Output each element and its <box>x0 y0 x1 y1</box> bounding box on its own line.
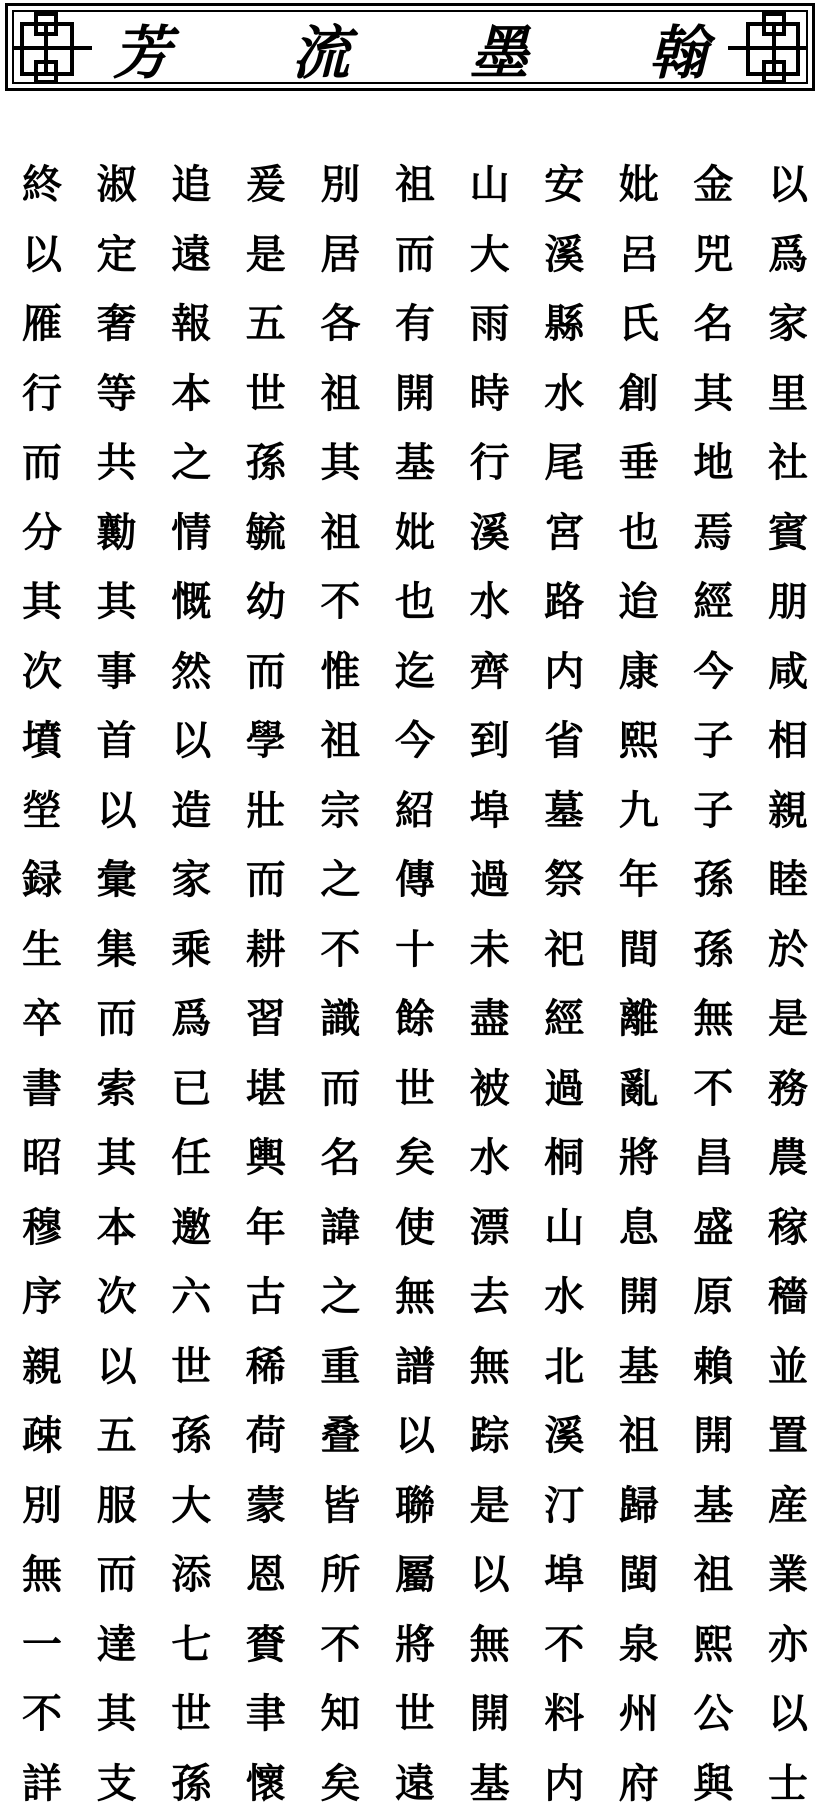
text-char: 無 <box>691 984 735 1054</box>
text-char: 堪 <box>244 1054 288 1124</box>
text-char: 遠 <box>169 220 213 290</box>
text-char: 尾 <box>542 428 586 498</box>
text-char: 之 <box>169 428 213 498</box>
text-char: 不 <box>318 915 362 985</box>
text-char: 學 <box>244 706 288 776</box>
text-char: 離 <box>617 984 661 1054</box>
text-char: 無 <box>468 1610 512 1680</box>
text-char: 相 <box>766 706 810 776</box>
text-char: 孫 <box>691 915 735 985</box>
text-char: 府 <box>617 1749 661 1818</box>
text-char: 是 <box>766 984 810 1054</box>
text-char: 追 <box>169 150 213 220</box>
text-char: 盛 <box>691 1193 735 1263</box>
text-char: 水 <box>542 1262 586 1332</box>
text-char: 塋 <box>20 776 64 846</box>
text-char: 習 <box>244 984 288 1054</box>
text-char: 以 <box>169 706 213 776</box>
text-char: 懷 <box>244 1749 288 1818</box>
text-char: 也 <box>393 567 437 637</box>
text-char: 奢 <box>95 289 139 359</box>
text-char: 恩 <box>244 1540 288 1610</box>
text-char: 不 <box>542 1610 586 1680</box>
title-char: 流 <box>288 20 354 86</box>
title-char: 翰 <box>645 20 711 86</box>
text-char: 壯 <box>244 776 288 846</box>
text-char: 耕 <box>244 915 288 985</box>
text-char: 康 <box>617 637 661 707</box>
text-char: 遠 <box>393 1749 437 1818</box>
text-char: 無 <box>468 1332 512 1402</box>
text-char: 孫 <box>244 428 288 498</box>
text-char: 原 <box>691 1262 735 1332</box>
text-char: 支 <box>95 1749 139 1818</box>
text-char: 五 <box>95 1401 139 1471</box>
text-char: 孫 <box>169 1401 213 1471</box>
text-char: 幼 <box>244 567 288 637</box>
text-char: 祖 <box>393 150 437 220</box>
text-char: 溪 <box>542 220 586 290</box>
text-char: 世 <box>393 1054 437 1124</box>
text-column <box>542 150 586 1818</box>
text-char: 息 <box>617 1193 661 1263</box>
text-char: 等 <box>95 359 139 429</box>
text-char: 而 <box>393 220 437 290</box>
text-char: 孫 <box>691 845 735 915</box>
text-char: 重 <box>318 1332 362 1402</box>
text-char: 到 <box>468 706 512 776</box>
text-char: 家 <box>766 289 810 359</box>
text-char: 社 <box>766 428 810 498</box>
text-char: 安 <box>542 150 586 220</box>
text-char: 聿 <box>244 1679 288 1749</box>
text-char: 爲 <box>169 984 213 1054</box>
text-char: 以 <box>468 1540 512 1610</box>
text-char: 穡 <box>766 1262 810 1332</box>
title-char: 墨 <box>466 20 532 86</box>
text-char: 不 <box>20 1679 64 1749</box>
text-char: 基 <box>468 1749 512 1818</box>
text-char: 世 <box>393 1679 437 1749</box>
text-char: 傳 <box>393 845 437 915</box>
text-char: 桐 <box>542 1123 586 1193</box>
text-char: 將 <box>617 1123 661 1193</box>
text-char: 卒 <box>20 984 64 1054</box>
text-char: 十 <box>393 915 437 985</box>
text-char: 雨 <box>468 289 512 359</box>
text-char: 開 <box>468 1679 512 1749</box>
text-char: 無 <box>20 1540 64 1610</box>
text-char: 經 <box>542 984 586 1054</box>
text-char: 熙 <box>691 1610 735 1680</box>
text-char: 六 <box>169 1262 213 1332</box>
text-char: 知 <box>318 1679 362 1749</box>
text-char: 皆 <box>318 1471 362 1541</box>
text-char: 淑 <box>95 150 139 220</box>
text-char: 本 <box>169 359 213 429</box>
text-char: 乘 <box>169 915 213 985</box>
text-char: 家 <box>169 845 213 915</box>
text-char: 里 <box>766 359 810 429</box>
text-char: 以 <box>766 1679 810 1749</box>
text-char: 索 <box>95 1054 139 1124</box>
text-char: 睦 <box>766 845 810 915</box>
text-char: 今 <box>691 637 735 707</box>
text-char: 兕 <box>691 220 735 290</box>
text-char: 置 <box>766 1401 810 1471</box>
text-char: 祖 <box>318 359 362 429</box>
text-char: 於 <box>766 915 810 985</box>
text-column <box>169 150 213 1818</box>
text-char: 矣 <box>318 1749 362 1818</box>
text-char: 垂 <box>617 428 661 498</box>
text-column <box>617 150 661 1818</box>
text-char: 亦 <box>766 1610 810 1680</box>
text-column <box>244 150 288 1818</box>
text-char: 州 <box>617 1679 661 1749</box>
text-char: 大 <box>468 220 512 290</box>
text-char: 祖 <box>617 1401 661 1471</box>
text-char: 任 <box>169 1123 213 1193</box>
text-char: 祀 <box>542 915 586 985</box>
text-char: 内 <box>542 637 586 707</box>
text-char: 賚 <box>244 1610 288 1680</box>
text-char: 無 <box>393 1262 437 1332</box>
banner-inner-border <box>12 10 808 84</box>
text-char: 世 <box>169 1332 213 1402</box>
text-char: 也 <box>617 498 661 568</box>
text-char: 妣 <box>393 498 437 568</box>
text-char: 經 <box>691 567 735 637</box>
text-char: 踪 <box>468 1401 512 1471</box>
text-char: 昭 <box>20 1123 64 1193</box>
text-char: 過 <box>542 1054 586 1124</box>
text-char: 子 <box>691 706 735 776</box>
text-char: 其 <box>20 567 64 637</box>
text-char: 邀 <box>169 1193 213 1263</box>
text-char: 別 <box>318 150 362 220</box>
text-char: 山 <box>542 1193 586 1263</box>
title-banner <box>5 3 815 91</box>
text-char: 服 <box>95 1471 139 1541</box>
text-char: 序 <box>20 1262 64 1332</box>
text-char: 分 <box>20 498 64 568</box>
text-char: 屬 <box>393 1540 437 1610</box>
text-char: 情 <box>169 498 213 568</box>
text-column <box>20 150 64 1818</box>
text-char: 漂 <box>468 1193 512 1263</box>
text-char: 彙 <box>95 845 139 915</box>
text-char: 居 <box>318 220 362 290</box>
text-char: 毓 <box>244 498 288 568</box>
text-char: 紹 <box>393 776 437 846</box>
text-char: 開 <box>393 359 437 429</box>
text-char: 慨 <box>169 567 213 637</box>
text-char: 以 <box>393 1401 437 1471</box>
text-column <box>766 150 810 1818</box>
text-char: 造 <box>169 776 213 846</box>
text-char: 基 <box>691 1471 735 1541</box>
text-char: 蒙 <box>244 1471 288 1541</box>
text-char: 將 <box>393 1610 437 1680</box>
text-char: 不 <box>691 1054 735 1124</box>
text-char: 宗 <box>318 776 362 846</box>
text-char: 使 <box>393 1193 437 1263</box>
text-char: 勷 <box>95 498 139 568</box>
text-char: 開 <box>617 1262 661 1332</box>
text-char: 過 <box>468 845 512 915</box>
text-char: 爲 <box>766 220 810 290</box>
text-char: 北 <box>542 1332 586 1402</box>
text-char: 一 <box>20 1610 64 1680</box>
text-char: 咸 <box>766 637 810 707</box>
text-char: 宮 <box>542 498 586 568</box>
text-char: 内 <box>542 1749 586 1818</box>
text-char: 山 <box>468 150 512 220</box>
text-char: 子 <box>691 776 735 846</box>
text-char: 水 <box>542 359 586 429</box>
text-char: 祭 <box>542 845 586 915</box>
text-char: 添 <box>169 1540 213 1610</box>
text-char: 埠 <box>542 1540 586 1610</box>
text-char: 亂 <box>617 1054 661 1124</box>
text-char: 矣 <box>393 1123 437 1193</box>
text-char: 而 <box>20 428 64 498</box>
text-char: 達 <box>95 1610 139 1680</box>
text-char: 以 <box>20 220 64 290</box>
text-char: 其 <box>691 359 735 429</box>
text-char: 終 <box>20 150 64 220</box>
text-char: 穆 <box>20 1193 64 1263</box>
text-char: 雁 <box>20 289 64 359</box>
text-char: 之 <box>318 1262 362 1332</box>
text-char: 年 <box>617 845 661 915</box>
text-char: 本 <box>95 1193 139 1263</box>
title-char: 芳 <box>109 20 175 86</box>
text-char: 業 <box>766 1540 810 1610</box>
text-column <box>393 150 437 1818</box>
text-char: 務 <box>766 1054 810 1124</box>
text-char: 輿 <box>244 1123 288 1193</box>
text-char: 歸 <box>617 1471 661 1541</box>
text-char: 世 <box>169 1679 213 1749</box>
text-char: 大 <box>169 1471 213 1541</box>
text-char: 其 <box>95 567 139 637</box>
text-char: 祖 <box>691 1540 735 1610</box>
text-char: 埠 <box>468 776 512 846</box>
text-char: 行 <box>468 428 512 498</box>
text-char: 共 <box>95 428 139 498</box>
text-char: 已 <box>169 1054 213 1124</box>
text-char: 迄 <box>393 637 437 707</box>
text-char: 盡 <box>468 984 512 1054</box>
text-char: 年 <box>244 1193 288 1263</box>
text-char: 基 <box>617 1332 661 1402</box>
text-char: 定 <box>95 220 139 290</box>
text-char: 親 <box>20 1332 64 1402</box>
text-char: 以 <box>95 776 139 846</box>
text-char: 爰 <box>244 150 288 220</box>
text-char: 農 <box>766 1123 810 1193</box>
text-char: 古 <box>244 1262 288 1332</box>
text-char: 稼 <box>766 1193 810 1263</box>
text-char: 事 <box>95 637 139 707</box>
text-char: 然 <box>169 637 213 707</box>
text-char: 其 <box>95 1679 139 1749</box>
text-char: 是 <box>244 220 288 290</box>
text-char: 呂 <box>617 220 661 290</box>
text-char: 時 <box>468 359 512 429</box>
text-char: 産 <box>766 1471 810 1541</box>
text-char: 行 <box>20 359 64 429</box>
text-char: 基 <box>393 428 437 498</box>
text-char: 録 <box>20 845 64 915</box>
text-char: 士 <box>766 1749 810 1818</box>
text-char: 祖 <box>318 706 362 776</box>
text-column <box>691 150 735 1818</box>
text-char: 縣 <box>542 289 586 359</box>
text-char: 是 <box>468 1471 512 1541</box>
text-char: 氏 <box>617 289 661 359</box>
text-char: 去 <box>468 1262 512 1332</box>
text-char: 間 <box>617 915 661 985</box>
text-char: 其 <box>95 1123 139 1193</box>
text-char: 而 <box>318 1054 362 1124</box>
text-char: 親 <box>766 776 810 846</box>
text-char: 熙 <box>617 706 661 776</box>
text-char: 不 <box>318 567 362 637</box>
text-char: 報 <box>169 289 213 359</box>
text-char: 五 <box>244 289 288 359</box>
text-char: 祖 <box>318 498 362 568</box>
text-char: 生 <box>20 915 64 985</box>
text-char: 迨 <box>617 567 661 637</box>
text-char: 墓 <box>542 776 586 846</box>
text-char: 孫 <box>169 1749 213 1818</box>
text-char: 聯 <box>393 1471 437 1541</box>
text-char: 料 <box>542 1679 586 1749</box>
text-char: 集 <box>95 915 139 985</box>
text-char: 溪 <box>468 498 512 568</box>
text-char: 開 <box>691 1401 735 1471</box>
text-char: 七 <box>169 1610 213 1680</box>
text-char: 各 <box>318 289 362 359</box>
text-char: 汀 <box>542 1471 586 1541</box>
text-char: 焉 <box>691 498 735 568</box>
text-char: 閩 <box>617 1540 661 1610</box>
text-char: 被 <box>468 1054 512 1124</box>
text-char: 以 <box>766 150 810 220</box>
fret-ornament-left-icon <box>14 12 94 90</box>
text-char: 墳 <box>20 706 64 776</box>
text-char: 名 <box>691 289 735 359</box>
banner-title <box>109 20 711 86</box>
text-char: 其 <box>318 428 362 498</box>
text-char: 別 <box>20 1471 64 1541</box>
text-char: 賓 <box>766 498 810 568</box>
text-char: 賴 <box>691 1332 735 1402</box>
text-char: 有 <box>393 289 437 359</box>
text-char: 餘 <box>393 984 437 1054</box>
text-char: 次 <box>95 1262 139 1332</box>
text-char: 今 <box>393 706 437 776</box>
text-char: 稀 <box>244 1332 288 1402</box>
text-char: 名 <box>318 1123 362 1193</box>
text-char: 叠 <box>318 1401 362 1471</box>
text-char: 溪 <box>542 1401 586 1471</box>
text-char: 而 <box>95 984 139 1054</box>
text-char: 惟 <box>318 637 362 707</box>
text-char: 諱 <box>318 1193 362 1263</box>
text-char: 妣 <box>617 150 661 220</box>
document-body <box>20 150 810 1130</box>
text-char: 路 <box>542 567 586 637</box>
text-column <box>95 150 139 1818</box>
text-char: 而 <box>95 1540 139 1610</box>
text-char: 創 <box>617 359 661 429</box>
text-char: 次 <box>20 637 64 707</box>
text-char: 齊 <box>468 637 512 707</box>
text-char: 不 <box>318 1610 362 1680</box>
text-char: 泉 <box>617 1610 661 1680</box>
text-char: 所 <box>318 1540 362 1610</box>
text-char: 朋 <box>766 567 810 637</box>
text-column <box>318 150 362 1818</box>
text-char: 水 <box>468 1123 512 1193</box>
text-column <box>468 150 512 1818</box>
text-char: 荷 <box>244 1401 288 1471</box>
text-char: 而 <box>244 845 288 915</box>
text-char: 疎 <box>20 1401 64 1471</box>
text-char: 首 <box>95 706 139 776</box>
text-char: 之 <box>318 845 362 915</box>
text-char: 九 <box>617 776 661 846</box>
text-char: 昌 <box>691 1123 735 1193</box>
text-char: 書 <box>20 1054 64 1124</box>
text-char: 並 <box>766 1332 810 1402</box>
text-char: 金 <box>691 150 735 220</box>
text-char: 而 <box>244 637 288 707</box>
text-char: 水 <box>468 567 512 637</box>
text-char: 與 <box>691 1749 735 1818</box>
text-char: 未 <box>468 915 512 985</box>
text-char: 詳 <box>20 1749 64 1818</box>
text-char: 公 <box>691 1679 735 1749</box>
text-char: 省 <box>542 706 586 776</box>
text-char: 地 <box>691 428 735 498</box>
text-char: 識 <box>318 984 362 1054</box>
text-char: 譜 <box>393 1332 437 1402</box>
text-char: 世 <box>244 359 288 429</box>
fret-ornament-right-icon <box>726 12 806 90</box>
text-char: 以 <box>95 1332 139 1402</box>
